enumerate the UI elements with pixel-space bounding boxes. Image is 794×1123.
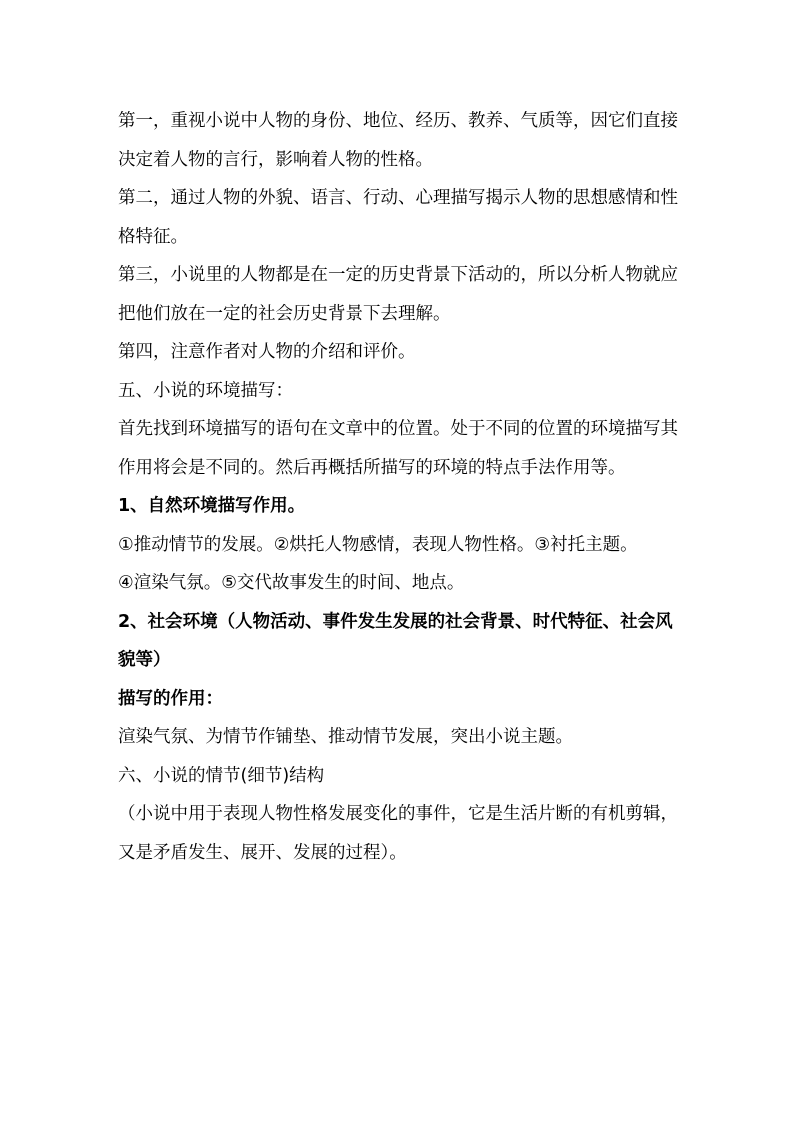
paragraph-plot-definition: （小说中用于表现人物性格发展变化的事件，它是生活片断的有机剪辑，又是矛盾发生、展开、发展的过程）。 [118, 804, 678, 863]
paragraph-historical-background: 第三，小说里的人物都是在一定的历史背景下活动的，所以分析人物就应把他们放在一定的社会历史背景下去理解。 [118, 265, 678, 324]
section-heading-environment: 五、小说的环境描写： [118, 380, 293, 401]
paragraph-natural-effects-1: ①推动情节的发展。②烘托人物感情，表现人物性格。③衬托主题。 [118, 534, 638, 555]
section-heading-plot: 六、小说的情节(细节)结构 [118, 765, 325, 786]
paragraph-author-evaluation: 第四，注意作者对人物的介绍和评价。 [118, 342, 416, 362]
paragraph-social-effects: 渲染气氛、为情节作铺垫、推动情节发展，突出小说主题。 [118, 727, 573, 747]
document-body [118, 102, 688, 872]
paragraph-character-description: 第二，通过人物的外貌、语言、行动、心理描写揭示人物的思想感情和性格特征。 [118, 188, 678, 247]
paragraph-natural-effects-2: ④渲染气氛。⑤交代故事发生的时间、地点。 [118, 573, 465, 593]
subheading-description-effect: 描写的作用： [118, 688, 223, 709]
paragraph-character-identity: 第一，重视小说中人物的身份、地位、经历、教养、气质等，因它们直接决定着人物的言行，影响着人物的性格。 [118, 111, 678, 170]
subheading-natural-environment: 1、自然环境描写作用。 [118, 496, 306, 516]
subheading-social-environment: 2、社会环境（人物活动、事件发生发展的社会背景、时代特征、社会风貌等） [118, 611, 673, 670]
paragraph-environment-method: 首先找到环境描写的语句在文章中的位置。处于不同的位置的环境描写其作用将会是不同的。然后再概括所描写的环境的特点手法作用等。 [118, 419, 678, 478]
